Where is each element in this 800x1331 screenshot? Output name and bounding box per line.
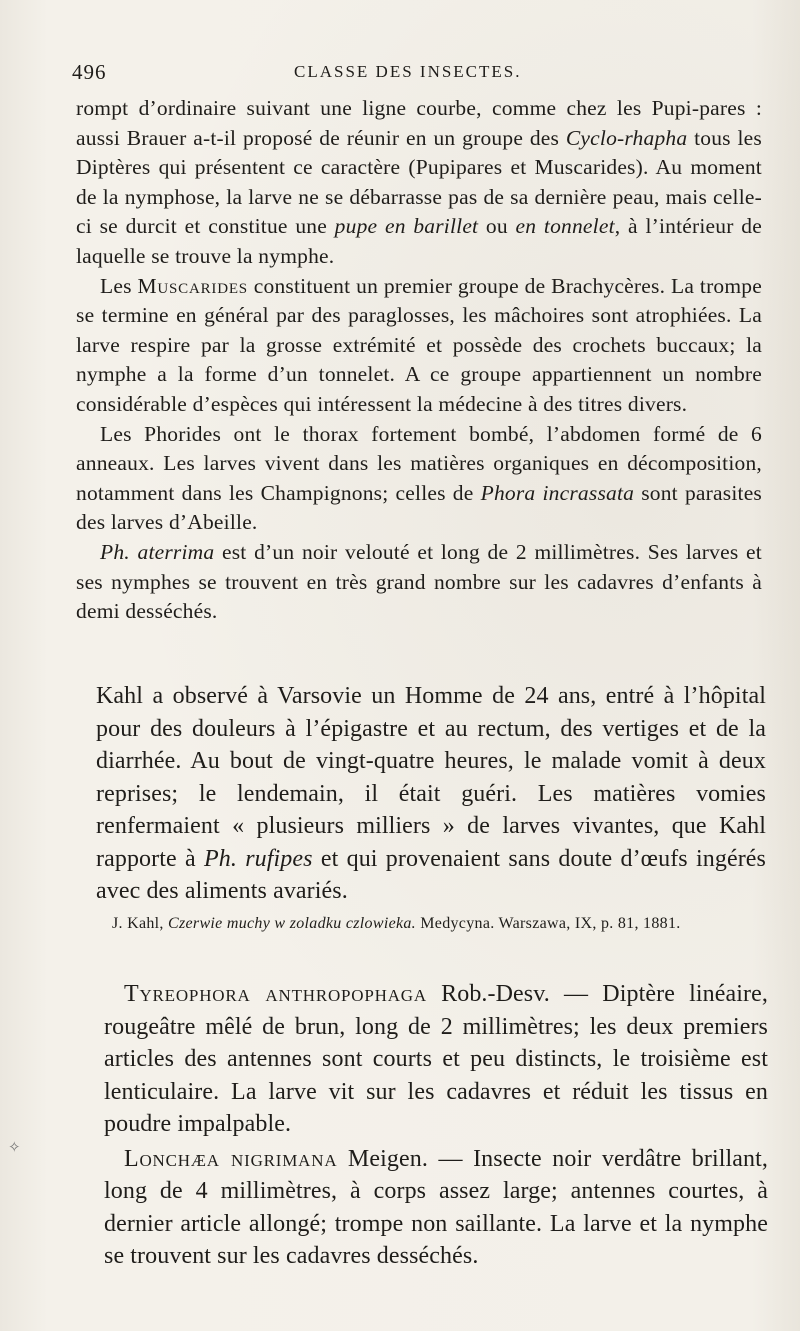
text-run: rompt d’ordinaire suivant une ligne courbe, comme chez les Pupi-pares : aussi Brauer a-t-il proposé de réunir en un groupe des bbox=[76, 96, 762, 150]
small-caps-term: Muscarides bbox=[137, 273, 248, 298]
italic-term: Ph. aterrima bbox=[100, 539, 215, 564]
text-run: J. Kahl, bbox=[112, 915, 169, 932]
text-run: est d’un noir velouté et long de 2 millimètres. Ses larves et ses nymphes se trouvent en très grand nombre sur les cadavres d’enfants à demi desséchés. bbox=[76, 539, 762, 624]
italic-term: pupe en barillet bbox=[334, 214, 479, 239]
reference-block bbox=[112, 912, 762, 935]
paragraph-tyreophora bbox=[104, 978, 768, 1141]
italic-term: en tonnelet bbox=[515, 214, 615, 239]
paragraph-phorides bbox=[76, 420, 762, 538]
paragraph-muscarides bbox=[76, 272, 762, 420]
paragraph-cyclorhapha bbox=[76, 94, 762, 272]
page-number: 496 bbox=[72, 60, 107, 84]
running-header bbox=[72, 60, 762, 86]
text-run: Meigen. — Insecte noir verdâtre brillant, long de 4 millimètres, à corps assez large; antennes courtes, à dernier article allongé; trompe non saillante. La larve et la nymphe se trouvent sur les cadavres desséchés. bbox=[104, 1145, 768, 1269]
kahl-observation-block bbox=[96, 680, 766, 908]
text-run: Les Phorides ont le thorax fortement bombé, l’abdomen formé de 6 anneaux. Les larves vivent dans les matières organiques en décomposition, notamment dans les Champignons; celles de bbox=[76, 421, 762, 505]
text-run: sont parasites des larves d’Abeille. bbox=[76, 480, 762, 535]
running-title: CLASSE DES INSECTES. bbox=[294, 62, 522, 81]
small-caps-term: Lonchæa nigrimana bbox=[124, 1145, 338, 1172]
italic-term: Cyclo-rhapha bbox=[565, 125, 688, 150]
margin-annotation-mark: ✧ bbox=[8, 1140, 21, 1156]
text-run: Les bbox=[100, 273, 138, 298]
text-run: et qui provenaient sans doute d’œufs ingérés avec des aliments avariés. bbox=[96, 845, 766, 904]
main-text bbox=[76, 94, 762, 627]
paragraph-lonchaea bbox=[104, 1143, 768, 1273]
italic-term: Ph. rufipes bbox=[204, 845, 313, 872]
paragraph-kahl bbox=[96, 680, 766, 908]
text-run: Rob.-Desv. — Diptère linéaire, rougeâtre mêlé de brun, long de 2 millimètres; les deux premiers articles des antennes sont courts et peu distincts, le troisième est lenticulaire. La larve vit sur les cadavres et réduit les tissus en poudre impalpable. bbox=[104, 981, 768, 1137]
reference-citation bbox=[112, 912, 762, 935]
text-run: Medycyna. Warszawa, IX, p. 81, 1881. bbox=[415, 915, 681, 932]
italic-term: Czerwie muchy w zoladku czlowieka. bbox=[168, 915, 416, 932]
paragraph-aterrima bbox=[76, 538, 762, 627]
text-run: constituent un premier groupe de Brachycères. La trompe se termine en général par des paraglosses, les mâchoires sont atrophiées. La larve respire par la grosse extrémité et possède des crochets buccaux; la nymphe a la forme d’un tonnelet. A ce groupe appartiennent un nombre considérable d’espèces qui intéressent la médecine à des titres divers. bbox=[76, 273, 762, 416]
text-run: ou bbox=[478, 214, 516, 239]
species-block bbox=[104, 978, 768, 1273]
small-caps-term: Tyreophora anthropophaga bbox=[124, 981, 427, 1007]
text-run: Kahl a observé à Varsovie un Homme de 24 ans, entré à l’hôpital pour des douleurs à l’épigastre et au rectum, des vertiges et de la diarrhée. Au bout de vingt-quatre heures, le malade vomit à deux reprises; le lendemain, il était guéri. Les matières vomies renfermaient « plusieurs milliers » de larves vivantes, que Kahl rapporte à bbox=[96, 683, 766, 872]
text-run: tous les Diptères qui présentent ce caractère (Pupipares et Muscarides). Au moment de la nymphose, la larve ne se débarrasse pas de sa dernière peau, mais celle-ci se durcit et constitue une bbox=[76, 125, 762, 239]
italic-term: Phora incrassata bbox=[480, 480, 635, 505]
text-run: , à l’intérieur de laquelle se trouve la nymphe. bbox=[76, 214, 762, 268]
